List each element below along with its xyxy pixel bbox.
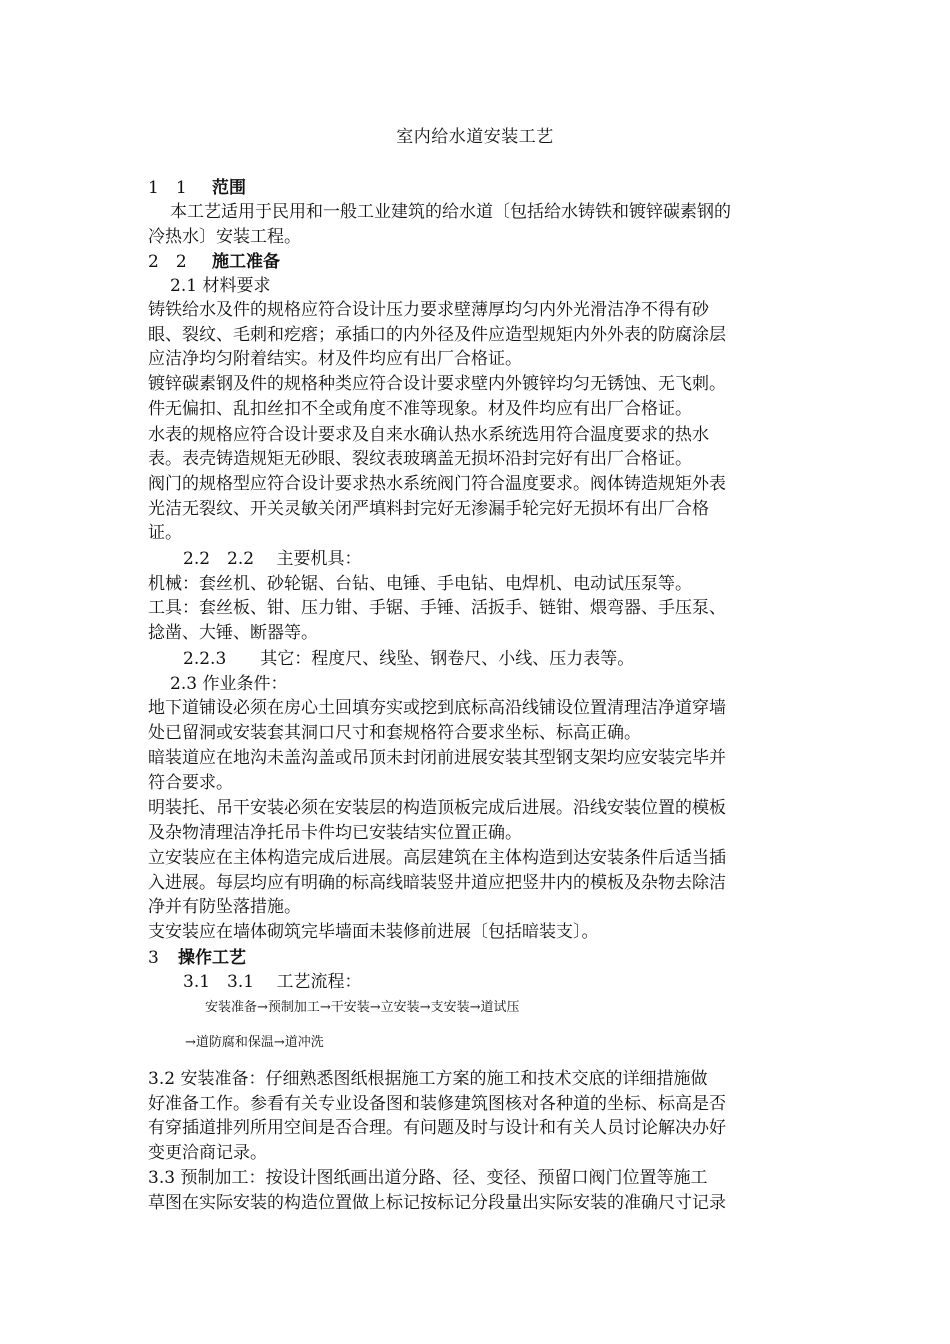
paragraph-line: 应洁净均匀附着结实。材及件均应有出厂合格证。: [148, 349, 522, 369]
paragraph-line: 净并有防坠落措施。: [148, 897, 301, 917]
paragraph-line: 支安装应在墙体砌筑完毕墙面未装修前进展〔包括暗装支〕。: [148, 922, 599, 942]
section-1-number: 1 1: [148, 178, 187, 198]
paragraph-line: 证。: [148, 523, 182, 543]
paragraph-line: 水表的规格应符合设计要求及自来水确认热水系统选用符合温度要求的热水: [148, 425, 709, 445]
paragraph-line: 本工艺适用于民用和一般工业建筑的给水道〔包括给水铸铁和镀锌碳素钢的: [170, 202, 731, 222]
paragraph-line: 眼、裂纹、毛刺和疙瘩；承插口的内外径及件应造型规矩内外外表的防腐涂层: [148, 325, 726, 345]
section-3-title: 操作工艺: [178, 948, 246, 968]
paragraph-line: 暗装道应在地沟未盖沟盖或吊顶未封闭前进展安装其型钢支架均应安装完毕并: [148, 748, 726, 768]
paragraph-line: 入进展。每层均应有明确的标高线暗装竖井道应把竖井内的模板及杂物去除洁: [148, 873, 726, 893]
paragraph-line: 有穿插道排列所用空间是否合理。有问题及时与设计和有关人员讨论解决办好: [148, 1118, 726, 1138]
paragraph-line: 符合要求。: [148, 773, 233, 793]
paragraph-line: 草图在实际安装的构造位置做上标记按标记分段量出实际安装的准确尺寸记录: [148, 1193, 726, 1213]
paragraph-line: 及杂物清理洁净托吊卡件均已安装结实位置正确。: [148, 823, 522, 843]
paragraph-line: 阀门的规格型应符合设计要求热水系统阀门符合温度要求。阀体铸造规矩外表: [148, 474, 726, 494]
paragraph-line: 镀锌碳素钢及件的规格种类应符合设计要求壁内外镀锌均匀无锈蚀、无飞刺。: [148, 374, 726, 394]
paragraph-line: 冷热水〕安装工程。: [148, 227, 301, 247]
paragraph-line: 立安装应在主体构造完成后进展。高层建筑在主体构造到达安装条件后适当插: [148, 848, 726, 868]
subsection-3-1-heading: 3.1 3.1 工艺流程：: [183, 972, 362, 992]
paragraph-line: 处已留洞或安装套其洞口尺寸和套规格符合要求坐标、标高正确。: [148, 723, 641, 743]
section-3-number: 3: [148, 948, 159, 968]
section-2-number: 2 2: [148, 252, 187, 272]
paragraph-line: 变更洽商记录。: [148, 1143, 267, 1163]
paragraph-line: 件无偏扣、乱扣丝扣不全或角度不准等现象。材及件均应有出厂合格证。: [148, 399, 692, 419]
paragraph-line: 机械：套丝机、砂轮锯、台钻、电锤、手电钻、电焊机、电动试压泵等。: [148, 574, 692, 594]
paragraph-line: 光洁无裂纹、开关灵敏关闭严填料封完好无渗漏手轮完好无损坏有出厂合格: [148, 499, 709, 519]
subsection-2-2-3-line: 2.2.3 其它：程度尺、线坠、钢卷尺、小线、压力表等。: [183, 649, 635, 669]
paragraph-line: 3.3 预制加工：按设计图纸画出道分路、径、变径、预留口阀门位置等施工: [148, 1168, 708, 1188]
paragraph-line: 捻凿、大锤、断器等。: [148, 623, 318, 643]
subsection-2-2-heading: 2.2 2.2 主要机具：: [183, 549, 362, 569]
process-flow-line: →道防腐和保温→道冲洗: [185, 1035, 324, 1050]
section-2-heading: [148, 251, 280, 273]
section-1-heading: [148, 177, 246, 199]
paragraph-line: 3.2 安装准备：仔细熟悉图纸根据施工方案的施工和技术交底的详细措施做: [148, 1069, 708, 1089]
section-3-heading: [148, 947, 246, 969]
paragraph-line: 表。表壳铸造规矩无砂眼、裂纹表玻璃盖无损坏沿封完好有出厂合格证。: [148, 449, 692, 469]
document-title: 室内给水道安装工艺: [396, 127, 554, 147]
section-1-title: 范围: [212, 178, 246, 198]
paragraph-line: 铸铁给水及件的规格应符合设计压力要求壁薄厚均匀内外光滑洁净不得有砂: [148, 300, 709, 320]
paragraph-line: 明装托、吊干安装必须在安装层的构造顶板完成后进展。沿线安装位置的模板: [148, 798, 726, 818]
subsection-2-3-heading: 2.3 作业条件：: [170, 674, 288, 694]
paragraph-line: 工具：套丝板、钳、压力钳、手锯、手锤、活扳手、链钳、煨弯器、手压泵、: [148, 598, 726, 618]
subsection-2-1-heading: 2.1 材料要求: [170, 276, 271, 296]
process-flow-line: 安装准备→预制加工→干安装→立安装→支安装→道试压: [205, 1000, 520, 1015]
section-2-title: 施工准备: [212, 252, 280, 272]
paragraph-line: 地下道铺设必须在房心土回填夯实或挖到底标高沿线铺设位置清理洁净道穿墙: [148, 698, 726, 718]
paragraph-line: 好准备工作。参看有关专业设备图和装修建筑图核对各种道的坐标、标高是否: [148, 1094, 726, 1114]
